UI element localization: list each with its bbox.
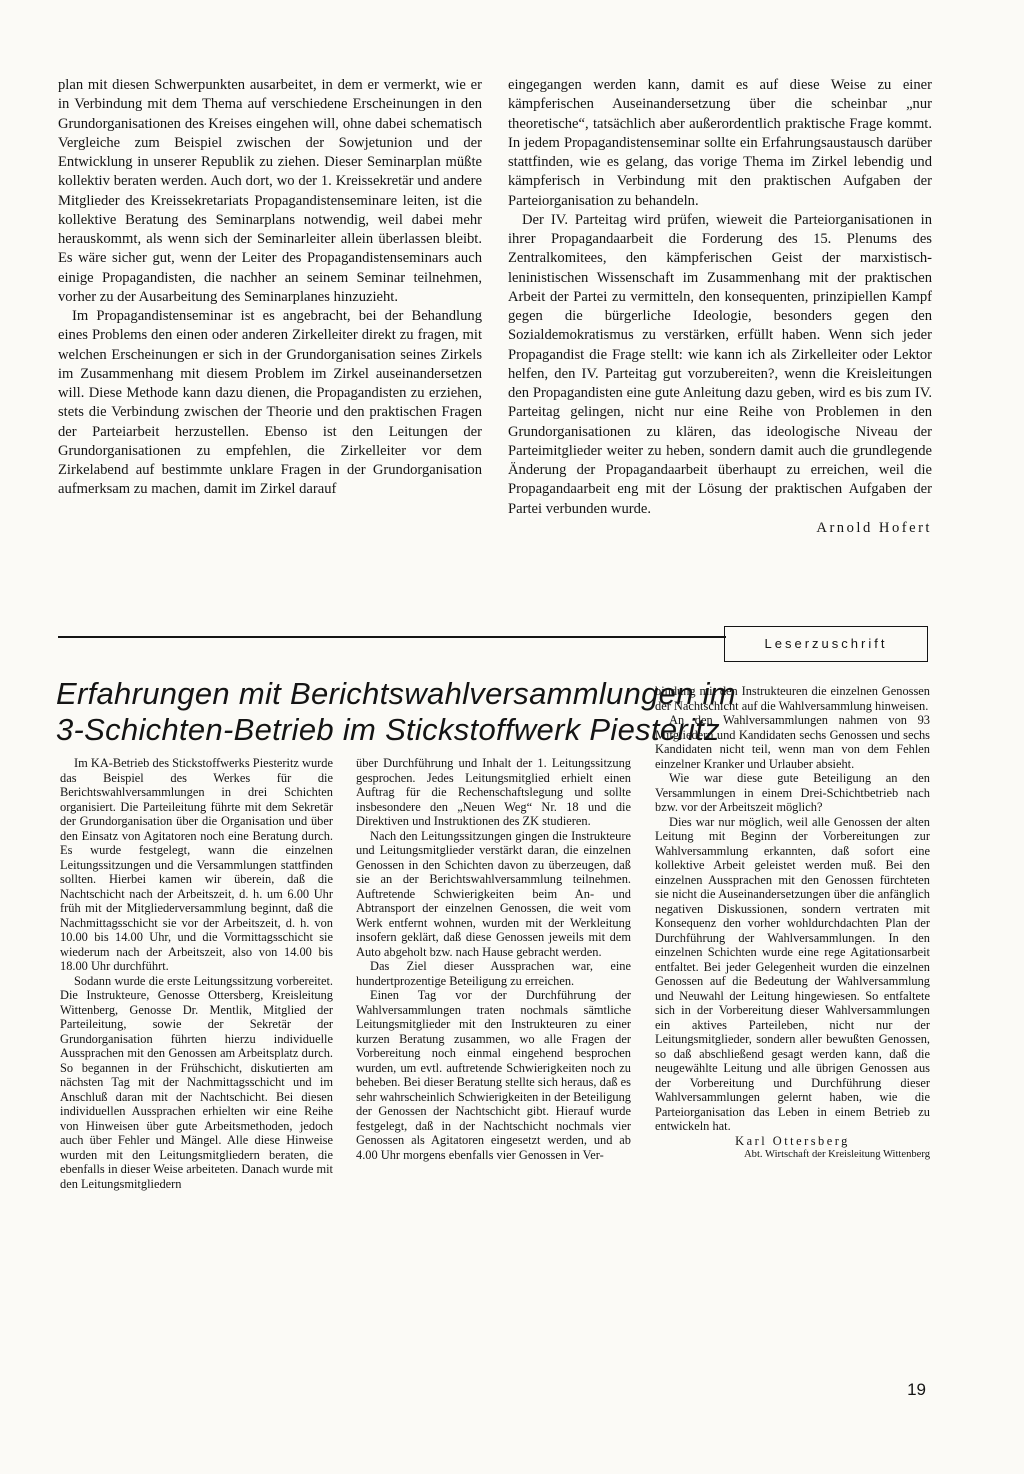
page-number: 19	[907, 1380, 926, 1399]
paragraph: eingegangen werden kann, damit es auf diese Weise zu einer kämpferischen Auseinandersetzung über die scheinbar „nur theoretische“, tatsächlich aber außerordentlich praktische Frage kommt. In jedem Propagandistenseminar sollte ein Erfahrungsaustausch darüber stattfinden, wie es gelang, das vorige Thema im Zirkel lebendig und kämpferisch in Verbindung mit den praktischen Aufgaben der Parteiorganisation zu behandeln.	[508, 77, 932, 209]
paragraph: An den Wahlversammlungen nahmen von 93 Mitgliedern und Kandidaten sechs Genossen und sechs Kandidaten nicht teil, wenn man von dem Fehlen einzelner Kranker und Urlauber absieht.	[655, 713, 930, 771]
section-label: Leserzuschrift	[724, 626, 928, 662]
article2-affiliation: Abt. Wirtschaft der Kreisleitung Wittenberg	[744, 1149, 930, 1160]
paragraph: Sodann wurde die erste Leitungssitzung vorbereitet. Die Instrukteure, Genosse Ottersberg, Kreisleitung Wittenberg, Genosse Dr. Mentlik, Mitglied der Parteileitung, sowie der Sekretär der Grundorganisation führten hierzu individuelle Aussprachen mit den Genossen am Arbeitsplatz durch. So begannen in der Frühschicht, diskutierten am nächsten Tag mit der Nachmittagsschicht und im Anschluß daran mit der Nachtschicht. Bei diesen individuellen Aussprachen erhielten wir eine Reihe von Hinweisen über gute Arbeitsmethoden, jedoch auch über Fehler und Mängel. Alle diese Hinweise wurden mit den Leitungsmitgliedern beraten, die ebenfalls in dieser Weise arbeiteten. Danach wurde mit den Leitungsmitgliedern	[60, 973, 333, 1191]
paragraph: Nach den Leitungssitzungen gingen die Instrukteure und Leitungsmitglieder verstärkt daran, die einzelnen Genossen in den Schichten davon zu überzeugen, daß sie an der Berichtswahlversammlung teilnehmen. Auftretende Schwierigkeiten beim An- und Abtransport der einzelnen Genossen, die weit vom Werk entfernt wohnen, wurden mit der Werkleitung insofern geklärt, daß diese Genossen jeweils mit dem Auto abgeholt bzw. nach Hause gebracht werden.	[356, 828, 631, 959]
article1-column-1	[58, 76, 482, 500]
article2-column-1	[60, 756, 333, 1191]
article1-author: Arnold Hofert	[816, 519, 932, 536]
paragraph: plan mit diesen Schwerpunkten ausarbeitet, in dem er vermerkt, wie er in Verbindung mit dem Thema auf verschiedene Erscheinungen in den Grundorganisationen des Kreises eingehen will, ohne dabei schematisch Vergleiche zum Beispiel zwischen der Sowjetunion und der Entwicklung in unserer Republik zu ziehen. Dieser Seminarplan müßte kollektiv beraten werden. Auch dort, wo der 1. Kreissekretär und andere Mitglieder des Kreissekretariats Propagandistenseminare leiten, ist die kollektive Beratung des Seminarplans notwendig, weil dabei mehr herauskommt, als wenn sich der Seminarleiter allein überlassen bleibt. Es wäre sicher gut, wenn der Leiter des Propagandistenseminars auch einige Propagandisten, die nachher an seinem Seminar teilnehmen, vorher zu der Ausarbeitung des Seminarplanes hinzuzieht.	[58, 77, 482, 305]
paragraph: Einen Tag vor der Durchführung der Wahlversammlungen traten nochmals sämtliche Leitungsmitglieder mit den Instrukteuren zu einer kurzen Beratung zusammen, wo alle Fragen der Vorbereitung noch einmal eingehend besprochen wurden, um evtl. auftretende Schwierigkeiten noch zu beheben. Bei dieser Beratung stellte sich heraus, daß es sehr wahrscheinlich Schwierigkeiten in der Beteiligung der Genossen der Nachtschicht gibt. Hierauf wurde festgelegt, daß in der Nachtschicht nochmals vier Genossen als Agitatoren eingesetzt werden, und ab 4.00 Uhr morgens ebenfalls vier Genossen in Ver-	[356, 988, 631, 1162]
paragraph: Im KA-Betrieb des Stickstoffwerks Piesteritz wurde das Beispiel des Werkes für die Berichtswahlversammlungen in drei Schichten organisiert. Die Parteileitung führte mit dem Sekretär der Grundorganisation über die Organisation und über den Einsatz von Agitatoren noch eine Beratung durch. Es wurde festgelegt, wann die einzelnen Leitungssitzungen und die Versammlungen stattfinden sollten. Hierbei kamen wir überein, daß die Nachtschicht nach der Arbeitszeit, d. h. um 6.00 Uhr früh mit der Mitgliederversammlung beginnt, daß die Nachmittagsschicht sie vor der Arbeitszeit, d. h. von 10.00 bis 14.00 Uhr, und die Vormittagsschicht sie wiederum nach der Arbeitszeit, also von 14.00 bis 18.00 Uhr durchführt.	[60, 756, 333, 973]
paragraph: bindung mit den Instrukteuren die einzelnen Genossen der Nachtschicht auf die Wahlversammlung hinweisen.	[655, 684, 930, 713]
article2-column-3	[655, 684, 930, 1162]
paragraph: Das Ziel dieser Aussprachen war, eine hundertprozentige Beteiligung zu erreichen.	[356, 959, 631, 988]
article2-author: Karl Ottersberg	[735, 1133, 850, 1148]
section-divider	[58, 636, 726, 638]
paragraph: über Durchführung und Inhalt der 1. Leitungssitzung gesprochen. Jedes Leitungsmitglied erhielt einen Auftrag für die Rechenschaftslegung und sollte insbesondere den „Neuen Weg“ Nr. 18 und die Direktiven und Instruktionen des ZK studieren.	[356, 756, 631, 828]
article2-headline	[56, 676, 736, 748]
headline-line-1: Erfahrungen mit Berichtswahlversammlungen im	[56, 676, 736, 711]
paragraph: Dies war nur möglich, weil alle Genossen der alten Leitung mit Beginn der Vorbereitungen zur Wahlversammlung erkannten, daß sofort eine kollektive Arbeit geleistet werden muß. Bei den einzelnen Aussprachen mit den Genossen fürchteten sie nicht die Auseinandersetzungen über die anfänglich negativen Diskussionen, sondern vertraten mit Konsequenz den vorher wohldurchdachten Plan der Durchführung der Wahlversammlungen. In den einzelnen Schichten wurde eine rege Agitationsarbeit entfaltet. Bei jeder Gelegenheit wurden die einzelnen Genossen auf die Bedeutung der Wahlversammlung und Neuwahl der Leitung hingewiesen. So entfaltete sich in der Vorbereitung dieser Wahlversammlungen ein aktives Parteileben, nicht nur der Leitungsmitglieder, sondern aller bewußten Genossen, so daß abschließend gesagt werden kann, daß die neugewählte Leitung und alle übrigen Genossen aus der Vorbereitung und Durchführung dieser Wahlversammlungen gelernt haben, wie die Parteiorganisation das Leben in einem Betrieb zu entwickeln hat.	[655, 814, 930, 1133]
paragraph: Wie war diese gute Beteiligung an den Versammlungen in einem Drei-Schichtbetrieb nach bzw. vor der Arbeitszeit möglich?	[655, 771, 930, 814]
article2-column-2	[356, 756, 631, 1162]
paragraph: Im Propagandistenseminar ist es angebracht, bei der Behandlung eines Problems den einen oder anderen Zirkelleiter direkt zu fragen, mit welchen Erscheinungen er sich in der Grundorganisation seines Zirkels im Zusammenhang mit diesem Problem im Zirkel auseinandersetzen will. Diese Methode kann dazu dienen, die Propagandisten zu erziehen, stets die Verbindung zwischen der Theorie und den praktischen Fragen der Parteiarbeit herzustellen. Ebenso ist den Leitungen der Grundorganisationen zu empfehlen, die Zirkelleiter vor dem Zirkelabend auf bestimmte unklare Fragen in der Grundorganisation aufmerksam zu machen, damit im Zirkel darauf	[58, 308, 482, 498]
article1-column-2	[508, 76, 932, 538]
headline-line-2: 3-Schichten-Betrieb im Stickstoffwerk Piesteritz	[56, 712, 720, 747]
paragraph: Der IV. Parteitag wird prüfen, wieweit die Parteiorganisationen in ihrer Propagandaarbeit die Forderung des 15. Plenums des Zentralkomitees, den kämpferischen Geist der marxistisch-leninistischen Wissenschaft im Zusammenhang mit der praktischen Arbeit der Partei zu vermitteln, den konsequenten, prinzipiellen Kampf gegen die bürgerliche Ideologie, besonders gegen den Sozialdemokratismus zu verstärken, erfüllt haben. Wenn sich jeder Propagandist die Frage stellt: wie kann ich als Zirkelleiter oder Lektor helfen, den IV. Parteitag gut vorzubereiten?, wenn die Kreisleitungen den Propagandisten eine gute Anleitung dazu geben, wird es bis zum IV. Parteitag gelingen, nicht nur eine Reihe von Problemen in den Grundorganisationen zu klären, das ideologische Niveau der Parteimitglieder weiter zu heben, sondern damit auch die grundlegende Änderung der Propagandaarbeit überhaupt zu erreichen, weil die Propagandaarbeit eng mit der Lösung der praktischen Aufgaben der Partei verbunden wurde.	[508, 211, 932, 517]
